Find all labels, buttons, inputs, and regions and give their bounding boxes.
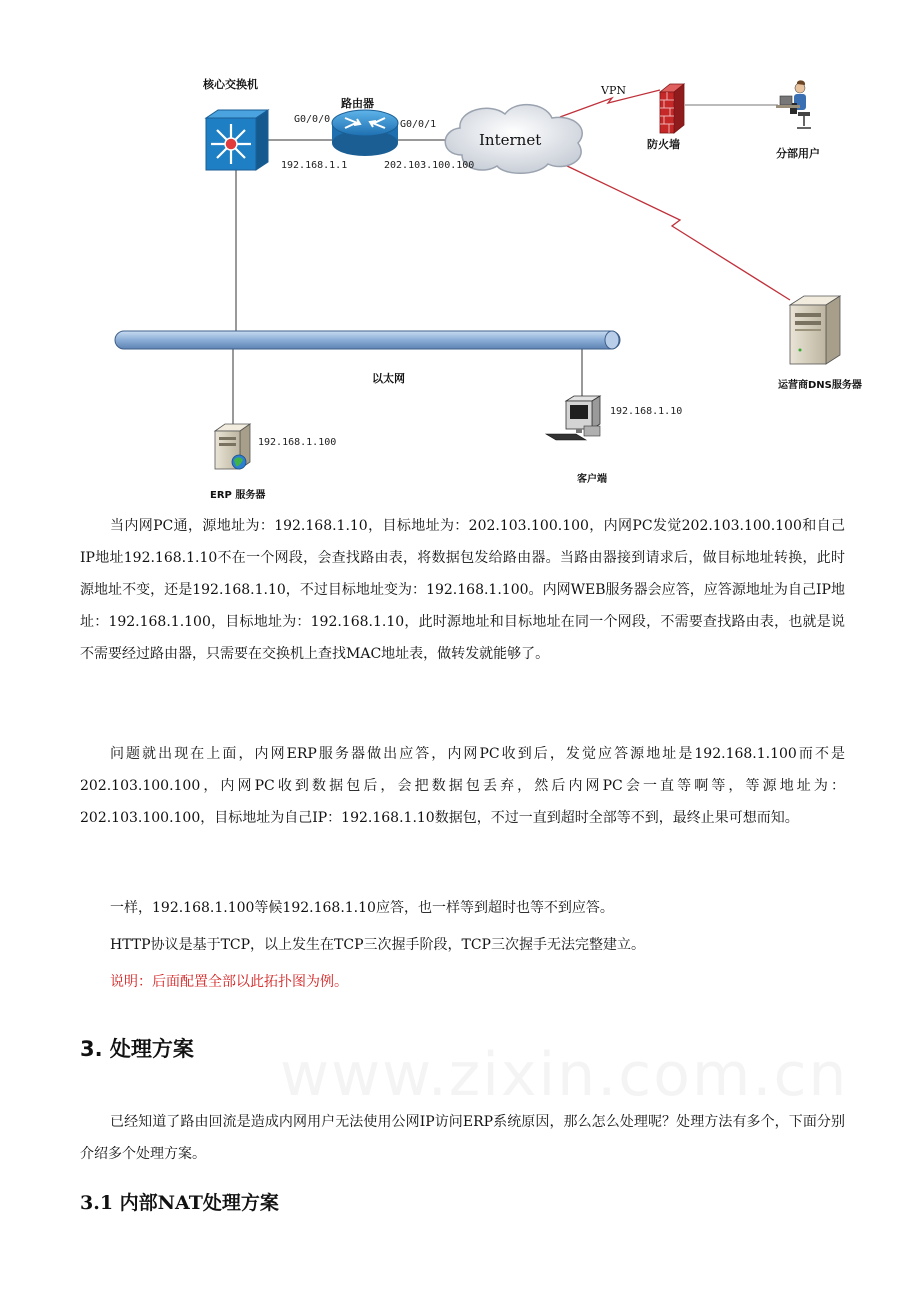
router-label: 路由器 [341,97,374,110]
watermark: www.zixin.com.cn [280,1040,849,1110]
erp-server-icon [215,424,250,469]
vpn-label: VPN [601,84,626,97]
branch-user-icon [776,80,811,128]
dns-link [565,165,790,300]
erp-server-ip: 192.168.1.100 [258,437,337,448]
router-wan-ip: 202.103.100.100 [384,160,475,171]
router-lan-ip: 192.168.1.1 [281,160,348,171]
router-port-g000: G0/0/0 [294,114,331,125]
client-ip: 192.168.1.10 [610,406,683,417]
firewall-icon [660,84,684,133]
router-icon [332,110,398,156]
network-topology-diagram [0,0,920,510]
client-pc-icon [546,396,600,440]
erp-server-label: ERP 服务器 [210,490,266,501]
paragraph-2: 问题就出现在上面，内网ERP服务器做出应答，内网PC收到后，发觉应答源地址是192.168.1.100而不是202.103.100.100，内网PC收到数据包后，会把数据包丢弃，然后内网PC会一直等啊等，等源地址为：202.103.100.100，目标地址为自己IP：192.168.1.10数据包，不过一直到超时全部等不到，最终止果可想而知。 [80,746,845,826]
ethernet-bus [115,331,620,349]
topology-canvas [0,0,920,510]
ethernet-label: 以太网 [372,372,405,385]
core-switch-icon [206,110,268,170]
paragraph-3: 一样，192.168.1.100等候192.168.1.10应答，也一样等到超时也等不到应答。 [110,900,614,916]
paragraph-4: HTTP协议是基于TCP，以上发生在TCP三次握手阶段，TCP三次握手无法完整建立。 [110,937,645,953]
internet-label: Internet [479,131,542,149]
paragraph-5: 已经知道了路由回流是造成内网用户无法使用公网IP访问ERP系统原因，那么怎么处理呢？处理方法有多个，下面分别介绍多个处理方案。 [80,1114,845,1162]
section-heading-3: 3. 处理方案 [80,1037,194,1061]
core-switch-label: 核心交换机 [203,78,258,91]
branch-user-label: 分部用户 [776,147,820,160]
dns-server-label: 运营商DNS服务器 [778,380,862,391]
paragraph-1: 当内网PC通，源地址为：192.168.1.10，目标地址为：202.103.100.100，内网PC发觉202.103.100.100和自己IP地址192.168.1.10不在一个网段，会查找路由表，将数据包发给路由器。当路由器接到请求后，做目标地址转换，此时源地址不变，还是192.168.1.10，不过目标地址变为：192.168.1.100。内网WEB服务器会应答，应答源地址为自己IP地址：192.168.1.100，目标地址为：192.168.1.10，此时源地址和目标地址在同一个网段，不需要查找路由表，也就是说不需要经过路由器，只需要在交换机上查找MAC地址表，做转发就能够了。 [80,518,845,662]
router-port-g001: G0/0/1 [400,119,437,130]
section-heading-3-1: 3.1 内部NAT处理方案 [80,1192,279,1214]
dns-server-icon [790,296,840,364]
firewall-label: 防火墙 [647,138,680,151]
note-paragraph: 说明：后面配置全部以此拓扑图为例。 [110,974,348,990]
client-label: 客户端 [577,474,607,485]
